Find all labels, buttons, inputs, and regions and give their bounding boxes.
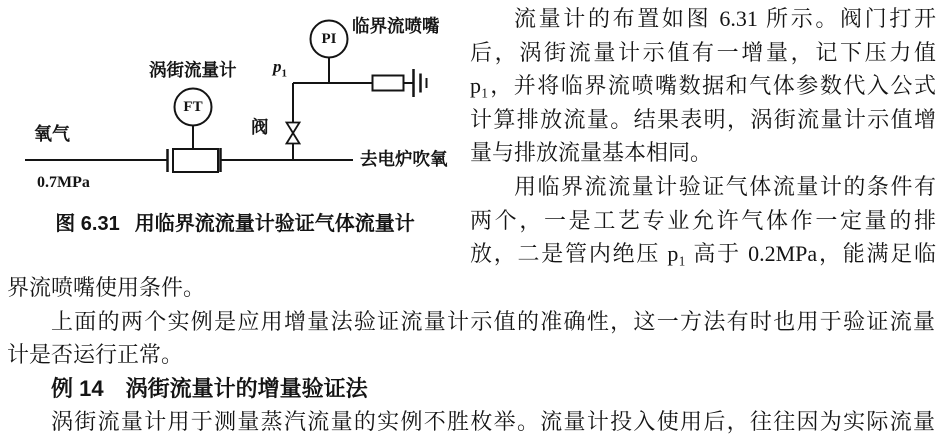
paragraph-line: 流量计的布置如图 6.31 所示。阀门打开 bbox=[514, 6, 936, 31]
paragraph-line: 两个，一是工艺专业允许气体作一定量的排 bbox=[470, 207, 936, 233]
pi-tag: PI bbox=[321, 31, 337, 47]
figure-6-31-diagram bbox=[0, 0, 470, 250]
valve-upper-triangle bbox=[287, 123, 300, 134]
pressure-value-label: 0.7MPa bbox=[37, 174, 90, 191]
figure-number: 图 6.31 bbox=[55, 213, 120, 235]
p1-subscript: 1 bbox=[281, 67, 287, 80]
ft-tag: FT bbox=[183, 99, 203, 115]
example-heading bbox=[7, 372, 935, 406]
p1-pressure-label bbox=[273, 58, 287, 79]
figure-title: 用临界流流量计验证气体流量计 bbox=[134, 213, 415, 235]
paragraph-line: 界流喷嘴使用条件。 bbox=[7, 275, 206, 300]
p1-symbol: p bbox=[273, 57, 282, 76]
to-furnace-label: 去电炉吹氧 bbox=[360, 149, 448, 169]
paragraph-line: 量与排放流量基本相同。 bbox=[470, 140, 713, 166]
valve-label: 阀 bbox=[251, 117, 269, 137]
paragraph-line: 计是否运行正常。 bbox=[7, 342, 184, 368]
example-number: 例 14 bbox=[51, 375, 104, 401]
paragraph-line: 放，二是管内绝压 p₁ 高于 0.2MPa，能满足临 bbox=[470, 241, 936, 267]
paragraph-line: 涡街流量计用于测量蒸汽流量的实例不胜枚举。流量计投入使用后，往往因为实际流量 bbox=[51, 409, 935, 435]
paragraph-line: 后，涡街流量计示值有一增量，记下压力值 bbox=[470, 39, 936, 65]
paragraph-line: 计算排放流量。结果表明，涡街流量计示值增 bbox=[470, 106, 936, 132]
paragraph-line: 上面的两个实例是应用增量法验证流量计示值的准确性，这一方法有时也用于验证流量 bbox=[51, 308, 935, 334]
bottom-text-block bbox=[7, 271, 935, 439]
critical-nozzle-label: 临界流喷嘴 bbox=[352, 16, 440, 36]
right-text-column bbox=[470, 2, 936, 271]
vortex-flowmeter-body bbox=[173, 149, 218, 172]
figure-caption bbox=[0, 212, 470, 236]
oxygen-label: 氧气 bbox=[34, 124, 70, 144]
paragraph-line: 用临界流流量计验证气体流量计的条件有 bbox=[514, 173, 936, 199]
vortex-flowmeter-label: 涡街流量计 bbox=[149, 60, 237, 80]
example-title: 涡街流量计的增量验证法 bbox=[125, 375, 368, 401]
paragraph-line: p₁，并将临界流喷嘴数据和气体参数代入公式 bbox=[470, 73, 936, 99]
critical-flow-nozzle-body bbox=[373, 76, 404, 91]
